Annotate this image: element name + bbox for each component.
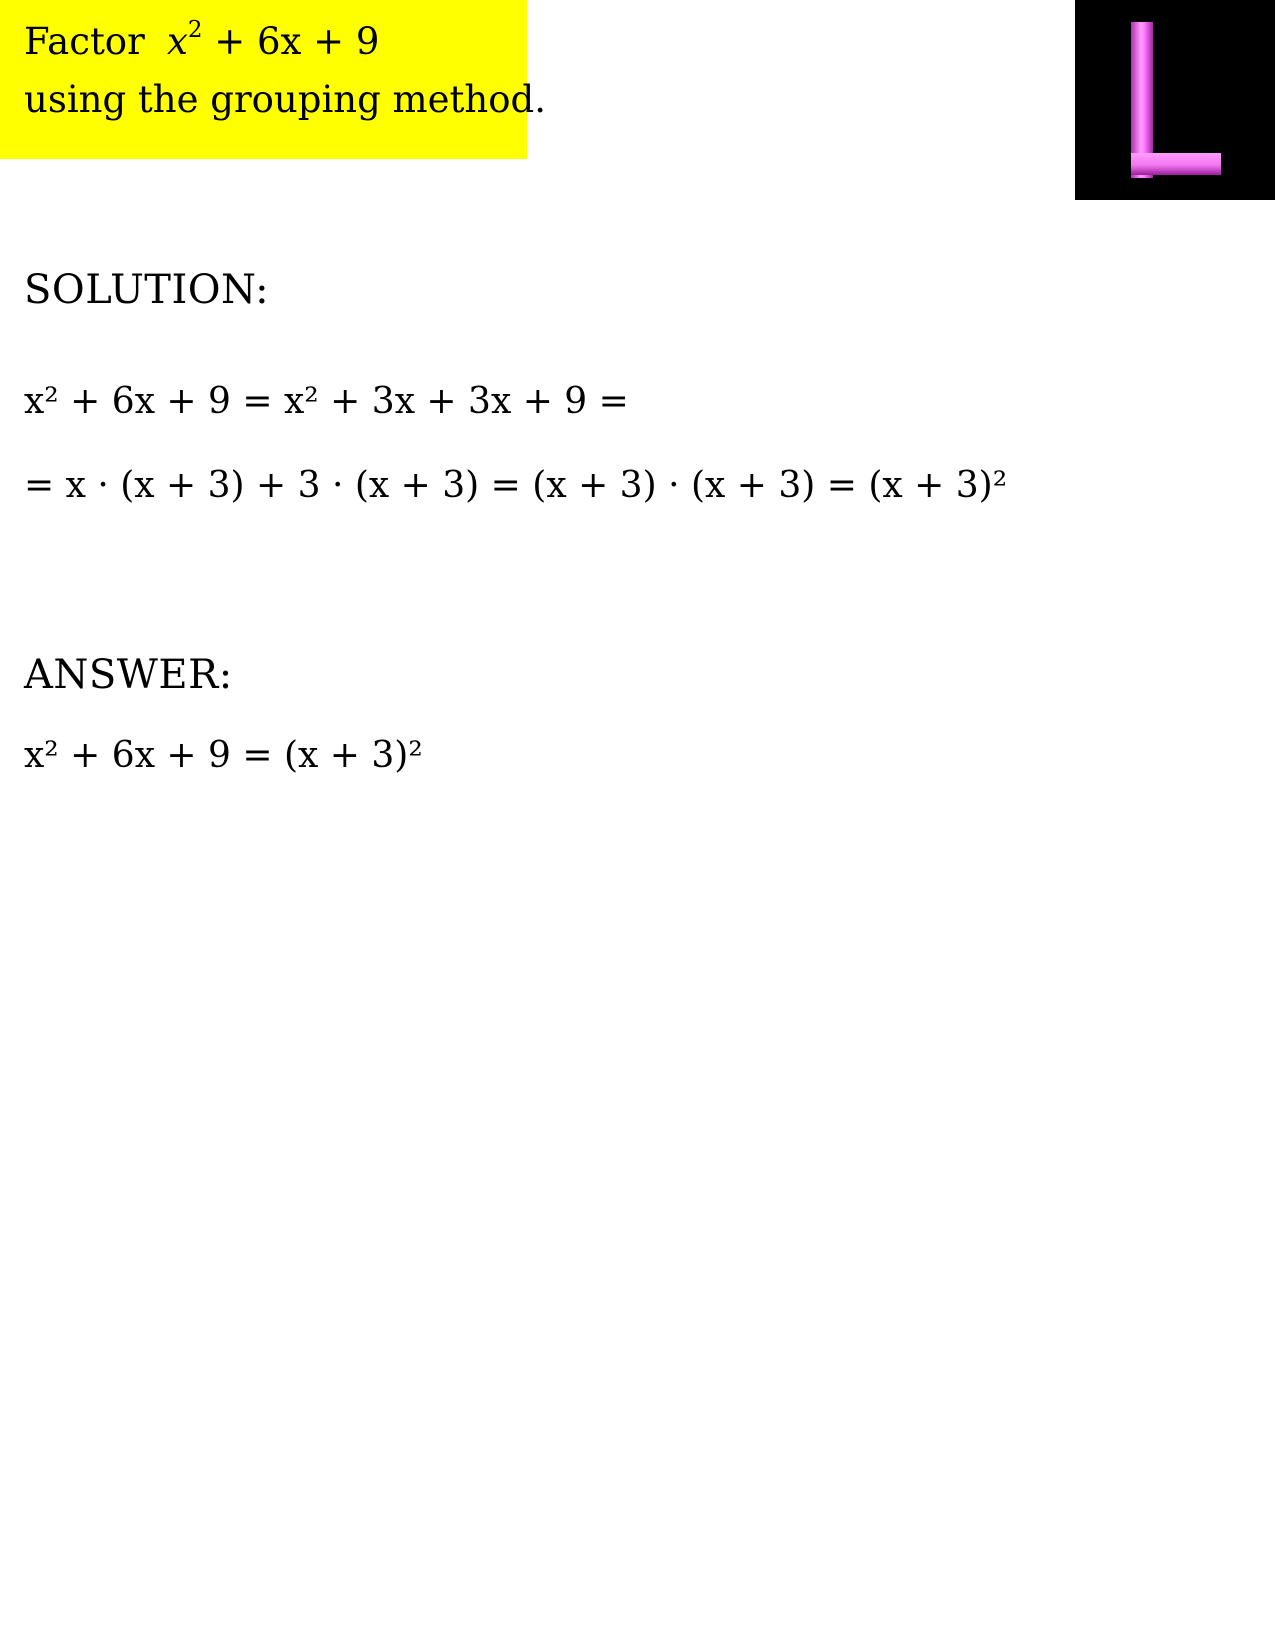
solution-equation-line-2: = x · (x + 3) + 3 · (x + 3) = (x + 3) · (x + 3) = (x + 3)² <box>24 465 1008 506</box>
logo-letter-foot <box>1131 153 1221 175</box>
solution-heading: SOLUTION: <box>24 267 270 313</box>
problem-statement-box <box>0 0 546 159</box>
problem-expression-base: x <box>166 20 188 63</box>
logo <box>1075 0 1275 200</box>
problem-expression-rest: + 6x + 9 <box>202 20 380 63</box>
problem-expression-power: 2 <box>187 16 203 43</box>
solution-equation-line-1: x² + 6x + 9 = x² + 3x + 3x + 9 = <box>24 381 629 422</box>
problem-line-2: using the grouping method. <box>24 78 546 121</box>
problem-line-1 <box>24 16 380 64</box>
answer-heading: ANSWER: <box>24 652 233 698</box>
answer-equation: x² + 6x + 9 = (x + 3)² <box>24 735 423 776</box>
problem-expression <box>166 16 380 63</box>
problem-prefix: Factor <box>24 20 145 63</box>
